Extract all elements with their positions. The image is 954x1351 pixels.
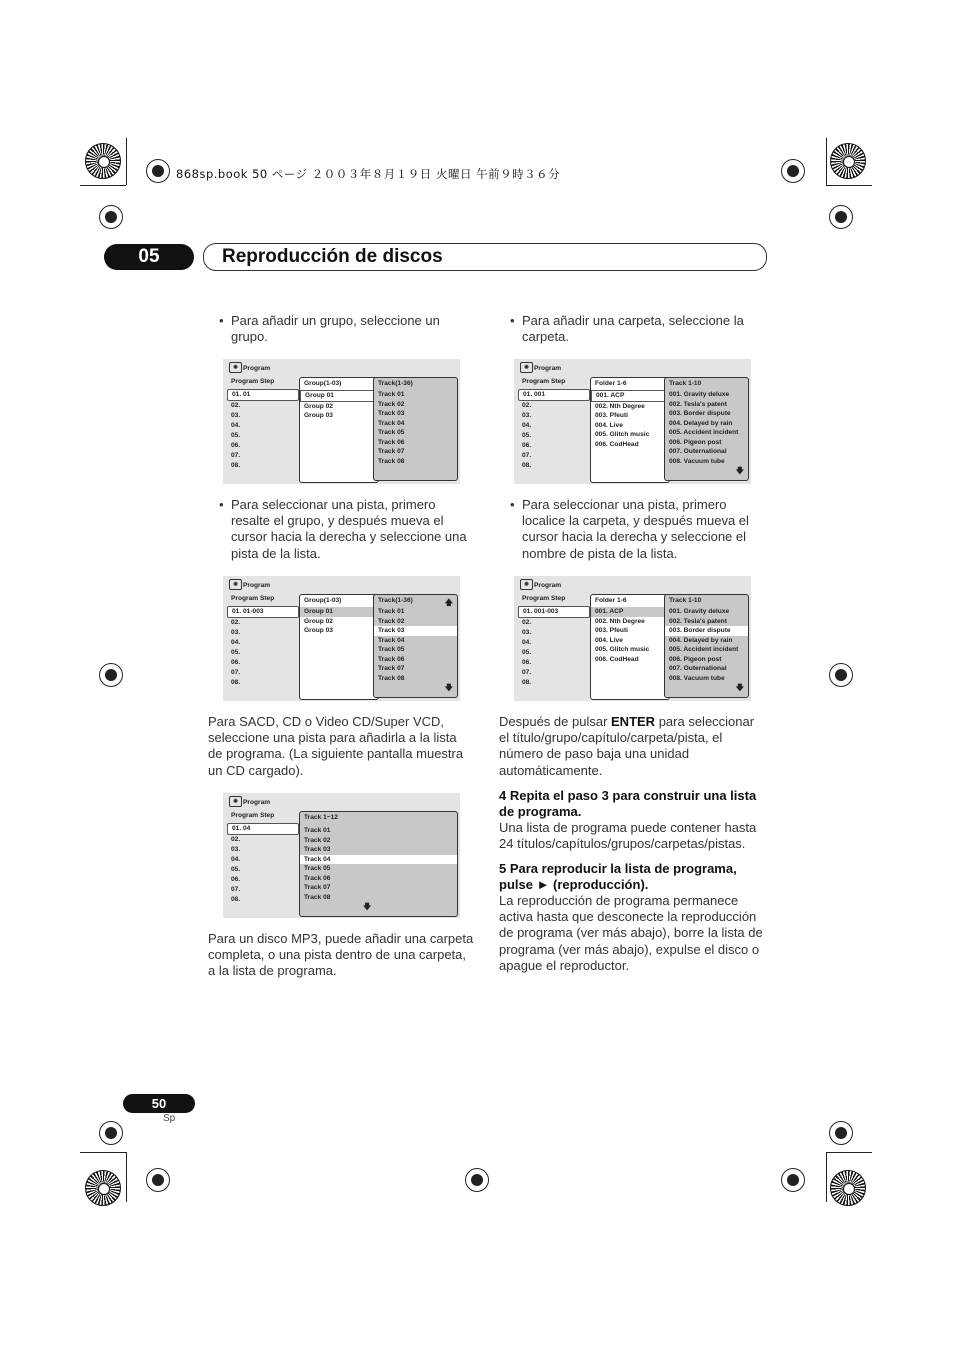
track-item[interactable]: Track 05: [304, 865, 331, 872]
track-item[interactable]: 001. Gravity deluxe: [669, 608, 730, 615]
program-step[interactable]: 03.: [231, 629, 241, 636]
program-step-list: [227, 389, 299, 471]
step-5-body: La reproducción de programa permanece activa hasta que desconecte la reproducción de programa (ver más abajo), borre la lista de programa (ver más abajo), expulse el disco o apague el reproductor.: [499, 893, 763, 973]
bullet-add-folder: [500, 313, 762, 345]
enter-pre-text: Después de pulsar: [499, 714, 612, 729]
program-step-list: [227, 823, 299, 905]
track-item[interactable]: Track 02: [378, 617, 405, 625]
crop-line: [126, 138, 127, 185]
group-item[interactable]: Group 01: [300, 607, 378, 617]
screen-title: Program: [243, 582, 271, 589]
folder-item[interactable]: 005. Glitch music: [595, 646, 650, 653]
program-step[interactable]: 03.: [522, 629, 532, 636]
enter-key-label: ENTER: [611, 714, 656, 729]
program-step[interactable]: 04.: [231, 422, 241, 429]
program-step[interactable]: 07.: [522, 669, 532, 676]
bullet-text: Para añadir una carpeta, seleccione la carpeta.: [522, 313, 744, 345]
track-item[interactable]: Track 05: [378, 429, 405, 436]
track-item[interactable]: 005. Accident incident: [669, 429, 739, 436]
step-5-title: 5 Para reproducir la lista de programa, pulse ► (reproducción).: [499, 861, 737, 892]
program-step[interactable]: 01. 001-003: [518, 606, 590, 618]
track-item[interactable]: 002. Tesla's patent: [669, 617, 727, 625]
crosshair-icon: [99, 663, 123, 687]
group-item[interactable]: Group 02: [304, 402, 333, 410]
program-screen-group: [223, 359, 460, 484]
track-item[interactable]: Track 07: [378, 448, 405, 455]
program-step-label: Program Step: [522, 378, 566, 385]
crop-line: [826, 1152, 827, 1202]
program-step[interactable]: 02.: [231, 836, 241, 843]
group-item[interactable]: Group 01: [300, 390, 378, 402]
folder-item[interactable]: 003. Pfeuti: [595, 627, 628, 634]
program-step[interactable]: 03.: [231, 412, 241, 419]
program-step[interactable]: 04.: [522, 422, 532, 429]
program-step[interactable]: 05.: [522, 649, 532, 656]
group-item[interactable]: Group 03: [304, 412, 333, 419]
program-step[interactable]: 08.: [522, 462, 532, 469]
track-panel: [664, 377, 749, 481]
folder-item[interactable]: 005. Glitch music: [595, 431, 650, 438]
program-screen-cd: [223, 793, 460, 918]
bullet-select-track-folder: [500, 497, 762, 562]
program-step[interactable]: 06.: [231, 876, 241, 883]
page-language: Sp: [163, 1113, 176, 1124]
program-step[interactable]: 08.: [231, 896, 241, 903]
print-header: 868sp.book 50 ページ ２００３年８月１９日 火曜日 午前９時３６分: [176, 167, 561, 181]
track-item[interactable]: Track 04: [378, 636, 405, 644]
program-step[interactable]: 06.: [522, 442, 532, 449]
bullet-select-track-group: [209, 497, 475, 562]
program-step[interactable]: 02.: [231, 619, 241, 626]
crosshair-icon: [829, 663, 853, 687]
group-item[interactable]: Group 02: [304, 617, 333, 625]
registration-wheel-icon: [830, 143, 866, 179]
program-step-label: Program Step: [231, 595, 275, 602]
track-item[interactable]: Track 03: [304, 846, 331, 853]
track-item[interactable]: Track 05: [378, 646, 405, 653]
program-screen-folder-track: [514, 576, 751, 701]
program-screen-group-track: [223, 576, 460, 701]
program-step[interactable]: 06.: [522, 659, 532, 666]
chapter-title: Reproducción de discos: [222, 246, 443, 267]
program-step[interactable]: 02.: [522, 619, 532, 626]
program-step[interactable]: 04.: [231, 639, 241, 646]
crosshair-icon: [146, 1168, 170, 1192]
page-number: 50: [123, 1094, 195, 1113]
folder-item[interactable]: 001. ACP: [591, 607, 669, 617]
track-item[interactable]: 005. Accident incident: [669, 646, 739, 653]
track-item[interactable]: Track 01: [378, 391, 405, 398]
screen-title: Program: [243, 365, 271, 372]
group-panel: [299, 377, 379, 483]
program-step[interactable]: 03.: [522, 412, 532, 419]
track-item[interactable]: 007. Outernational: [669, 665, 727, 672]
track-item[interactable]: Track 03: [378, 410, 405, 417]
crosshair-icon: [465, 1168, 489, 1192]
folder-panel: [590, 594, 670, 700]
track-panel-header: Track 1-10: [669, 597, 702, 604]
crosshair-icon: [146, 159, 170, 183]
paragraph-sacd: Para SACD, CD o Video CD/Super VCD, seleccione una pista para añadirla a la lista de programa. (La siguiente pantalla muestra un CD cargado).: [208, 714, 464, 778]
folder-panel: [590, 377, 670, 483]
enter-post-text: para seleccionar el título/grupo/capítulo/carpeta/pista, el número de paso baja una unidad automáticamente.: [499, 714, 755, 778]
scroll-down-icon[interactable]: 🡇: [444, 683, 453, 692]
crop-line: [826, 1152, 872, 1153]
track-item[interactable]: 008. Vacuum tube: [669, 674, 725, 682]
track-item[interactable]: Track 08: [378, 457, 405, 465]
folder-item[interactable]: 006. CodHead: [595, 655, 639, 663]
screen-title: Program: [243, 799, 271, 806]
program-step[interactable]: 05.: [231, 866, 241, 873]
bullet-text: Para seleccionar una pista, primero localice la carpeta, y después mueva el cursor hacia la derecha y seleccione el nombre de pista de la lista.: [522, 497, 749, 561]
bullet-mark: •: [510, 497, 515, 512]
program-step[interactable]: 07.: [522, 452, 532, 459]
disc-icon: ◉: [229, 362, 242, 373]
track-panel-header: Track 1-10: [669, 380, 702, 387]
crop-line: [80, 1152, 126, 1153]
program-step[interactable]: 05.: [231, 432, 241, 439]
folder-item[interactable]: 002. Nth Degree: [595, 617, 645, 625]
disc-icon: ◉: [229, 796, 242, 807]
folder-item[interactable]: 004. Live: [595, 421, 623, 429]
paragraph-enter: [499, 714, 765, 779]
folder-item[interactable]: 003. Pfeuti: [595, 412, 628, 419]
folder-panel-header: Folder 1-6: [595, 380, 627, 387]
crosshair-icon: [829, 205, 853, 229]
folder-item[interactable]: 006. CodHead: [595, 440, 639, 448]
program-step[interactable]: 08.: [522, 679, 532, 686]
scroll-down-icon[interactable]: 🡇: [735, 683, 744, 692]
scroll-down-icon[interactable]: 🡇: [363, 902, 372, 911]
track-item[interactable]: Track 04: [300, 855, 457, 865]
program-step[interactable]: 04.: [231, 856, 241, 863]
track-panel: [664, 594, 749, 698]
step-4-body: Una lista de programa puede contener hasta 24 títulos/capítulos/grupos/carpetas/pistas.: [499, 820, 757, 852]
bullet-mark: •: [510, 313, 515, 328]
program-step[interactable]: 02.: [522, 402, 532, 409]
track-panel-header: Track 1~12: [304, 814, 338, 821]
program-step-label: Program Step: [231, 812, 275, 819]
program-step[interactable]: 01. 01-003: [227, 606, 299, 618]
track-item[interactable]: 007. Outernational: [669, 448, 727, 455]
scroll-down-icon[interactable]: 🡇: [735, 466, 744, 475]
track-item[interactable]: Track 07: [304, 884, 331, 891]
crosshair-icon: [829, 1121, 853, 1145]
track-item[interactable]: 003. Border dispute: [665, 626, 748, 636]
track-item[interactable]: 001. Gravity deluxe: [669, 391, 730, 398]
program-step[interactable]: 03.: [231, 846, 241, 853]
crosshair-icon: [781, 159, 805, 183]
group-item[interactable]: Group 03: [304, 627, 333, 634]
track-panel: [373, 377, 458, 481]
program-step[interactable]: 01. 04: [227, 823, 299, 835]
track-item[interactable]: 003. Border dispute: [669, 410, 731, 417]
program-step-label: Program Step: [231, 378, 275, 385]
track-item[interactable]: Track 04: [378, 419, 405, 427]
crosshair-icon: [99, 1121, 123, 1145]
program-step[interactable]: 05.: [231, 649, 241, 656]
program-step[interactable]: 05.: [522, 432, 532, 439]
folder-item[interactable]: 004. Live: [595, 636, 623, 644]
track-item[interactable]: 004. Delayed by rain: [669, 419, 733, 427]
program-step[interactable]: 01. 001: [518, 389, 590, 401]
disc-icon: ◉: [520, 362, 533, 373]
track-item[interactable]: 004. Delayed by rain: [669, 636, 733, 644]
disc-icon: ◉: [520, 579, 533, 590]
program-step[interactable]: 06.: [231, 659, 241, 666]
program-step[interactable]: 08.: [231, 462, 241, 469]
bullet-text: Para seleccionar una pista, primero resalte el grupo, y después mueva el cursor hacia la derecha y seleccione una pista de la lista.: [231, 497, 467, 561]
program-step[interactable]: 01. 01: [227, 389, 299, 401]
track-panel: [373, 594, 458, 698]
track-item[interactable]: 006. Pigeon post: [669, 438, 722, 446]
screen-title: Program: [534, 365, 562, 372]
crop-line: [826, 138, 827, 185]
track-panel-header: Track(1-36): [378, 380, 413, 387]
program-step-list: [227, 606, 299, 688]
track-item[interactable]: Track 06: [304, 874, 331, 882]
screen-title: Program: [534, 582, 562, 589]
group-panel-header: Group(1-03): [304, 597, 342, 604]
program-step[interactable]: 04.: [522, 639, 532, 646]
registration-wheel-icon: [85, 143, 121, 179]
track-item[interactable]: Track 01: [378, 608, 405, 615]
track-item[interactable]: Track 06: [378, 438, 405, 446]
program-step[interactable]: 02.: [231, 402, 241, 409]
track-item[interactable]: Track 06: [378, 655, 405, 663]
track-item[interactable]: Track 07: [378, 665, 405, 672]
bullet-mark: •: [219, 313, 224, 328]
program-step[interactable]: 08.: [231, 679, 241, 686]
program-step[interactable]: 07.: [231, 452, 241, 459]
folder-item[interactable]: 001. ACP: [591, 390, 669, 402]
crosshair-icon: [99, 205, 123, 229]
scroll-up-icon[interactable]: 🡅: [444, 598, 453, 607]
paragraph-mp3: Para un disco MP3, puede añadir una carpeta completa, o una pista dentro de una carpeta, a la lista de programa.: [208, 931, 474, 979]
track-panel: [299, 811, 458, 917]
folder-panel-header: Folder 1-6: [595, 597, 627, 604]
program-step[interactable]: 07.: [231, 886, 241, 893]
program-step[interactable]: 07.: [231, 669, 241, 676]
track-item[interactable]: Track 02: [304, 836, 331, 844]
bullet-mark: •: [219, 497, 224, 512]
track-item[interactable]: Track 02: [378, 400, 405, 408]
program-step[interactable]: 06.: [231, 442, 241, 449]
track-item[interactable]: 006. Pigeon post: [669, 655, 722, 663]
group-panel-header: Group(1-03): [304, 380, 342, 387]
program-step-list: [518, 606, 590, 688]
crop-line: [126, 1152, 127, 1202]
folder-item[interactable]: 002. Nth Degree: [595, 402, 645, 410]
step-4-title: 4 Repita el paso 3 para construir una lista de programa.: [499, 788, 757, 819]
track-panel-header: Track(1-36): [378, 597, 413, 604]
program-step-list: [518, 389, 590, 471]
crop-line: [826, 185, 872, 186]
program-step-label: Program Step: [522, 595, 566, 602]
disc-icon: ◉: [229, 579, 242, 590]
track-item[interactable]: Track 08: [378, 674, 405, 682]
registration-wheel-icon: [830, 1170, 866, 1206]
track-item[interactable]: Track 08: [304, 893, 331, 901]
chapter-number: 05: [104, 244, 194, 270]
group-panel: [299, 594, 379, 700]
registration-wheel-icon: [85, 1170, 121, 1206]
track-item[interactable]: Track 01: [304, 827, 331, 834]
track-item[interactable]: 008. Vacuum tube: [669, 457, 725, 465]
crosshair-icon: [781, 1168, 805, 1192]
bullet-text: Para añadir un grupo, seleccione un grupo.: [231, 313, 440, 345]
track-item[interactable]: 002. Tesla's patent: [669, 400, 727, 408]
program-screen-folder: [514, 359, 751, 484]
track-item[interactable]: Track 03: [374, 626, 457, 636]
bullet-add-group: [209, 313, 469, 345]
crop-line: [80, 185, 126, 186]
